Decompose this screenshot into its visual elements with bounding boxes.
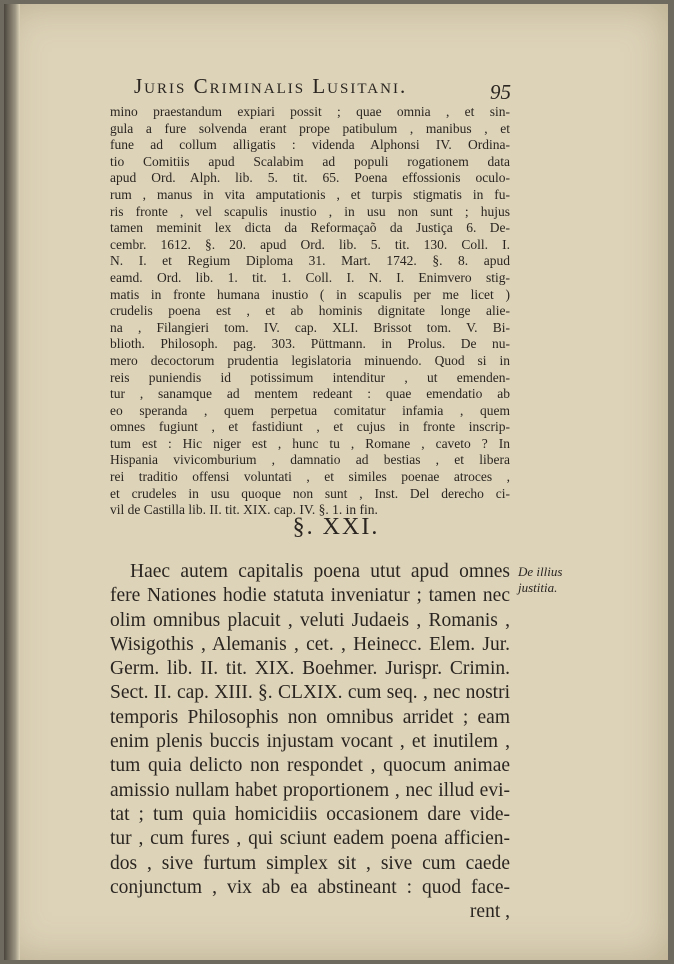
note-line: Hispania vivicomburium , damnatio ad bestias , et libera: [110, 452, 510, 468]
note-line: omnes fugiunt , et fastidiunt , et cujus in fronte inscrip-: [110, 419, 510, 435]
footnote-block: [110, 104, 510, 519]
body-line: conjunctum , vix ab ea abstineant : quod face-: [110, 876, 510, 898]
note-line: blioth. Philosoph. pag. 303. Püttmann. in Prolus. De nu-: [110, 336, 510, 352]
note-line: na , Filangieri tom. IV. cap. XLI. Brissot tom. V. Bi-: [110, 319, 510, 335]
note-line: ris fronte , vel scapulis inustio , in usu non sunt ; hujus: [110, 203, 510, 219]
body-line: dos , sive furtum simplex sit , sive cum caede: [110, 852, 510, 874]
body-line: Sect. II. cap. XIII. §. CLXIX. cum seq. , nec nostri: [110, 682, 510, 704]
note-line: et crudeles in usu quoque non sunt , Inst. Del derecho ci-: [110, 485, 510, 501]
note-line: rei traditio offensi voluntati , et similes poenae atroces ,: [110, 469, 510, 485]
body-text: [110, 560, 510, 924]
body-line: tat ; tum quia homicidiis occasionem dare vide-: [110, 803, 510, 825]
note-line: fune ad collum alligatis : videnda Alphonsi IV. Ordina-: [110, 137, 510, 153]
body-line: enim plenis buccis injustam vocant , et inutilem ,: [110, 731, 510, 753]
body-line: olim omnibus placuit , veluti Judaeis , Romanis ,: [110, 609, 510, 631]
note-line: eamd. Ord. lib. 1. tit. 1. Coll. I. N. I. Enimvero stig-: [110, 269, 510, 285]
note-line: tum est : Hic niger est , hunc tu , Romane , caveto ? In: [110, 435, 510, 451]
body-line: Haec autem capitalis poena utut apud omnes: [130, 561, 510, 582]
note-line: tur , sanamque ad mentem redeant : quae emendatio ab: [110, 386, 510, 402]
note-line: gula a fure solvenda erant prope patibulum , manibus , et: [110, 120, 510, 136]
running-title: Juris Criminalis Lusitani.: [134, 74, 408, 98]
note-line: rum , manus in vita amputationis , et turpis stigmatis in fu-: [110, 186, 510, 202]
note-line: mino praestandum expiari possit ; quae omnia , et sin-: [110, 104, 510, 119]
book-page: [4, 4, 668, 960]
body-line: fere Nationes hodie statuta inveniatur ; tamen nec: [110, 585, 510, 607]
note-line: N. I. et Regium Diploma 31. Mart. 1742. §. 8. apud: [110, 253, 510, 269]
section-heading: §. XXI.: [292, 514, 380, 540]
note-line: apud Ord. Alph. lib. 5. tit. 65. Poena effossionis oculo-: [110, 170, 510, 186]
note-line: tio Comitiis apud Scalabim ad populi rogationem data: [110, 153, 510, 169]
body-line: tur , cum fures , qui sciunt eadem poena afficien-: [110, 828, 510, 850]
body-line: amissio nullam habet proportionem , nec illud evi-: [110, 779, 510, 801]
page-gutter: [4, 4, 20, 960]
catchword: rent ,: [469, 901, 510, 923]
margin-note-line: justitia.: [518, 580, 558, 595]
note-line: vil de Castilla lib. II. tit. XIX. cap. IV. §. 1. in fin.: [110, 502, 378, 518]
body-line: Germ. lib. II. tit. XIX. Boehmer. Jurispr. Crimin.: [110, 658, 510, 680]
note-line: mero decoctorum prudentia legislatoria minuendo. Quod si in: [110, 352, 510, 368]
note-line: eo speranda , quem perpetua comitatur infamia , quem: [110, 402, 510, 418]
note-line: reis puniendis id potissimum intenditur , ut emenden-: [110, 369, 510, 385]
note-line: crudelis poena est , et ab hominis dignitate longe alie-: [110, 303, 510, 319]
note-line: matis in fronte humana inustio ( in scapulis per me licet ): [110, 286, 510, 302]
note-line: tamen meminit lex dicta da Reformaçaõ da Justiça 6. De-: [110, 220, 510, 236]
page-number: 95: [490, 80, 511, 104]
body-line: temporis Philosophis non omnibus arridet ; eam: [110, 706, 510, 728]
note-line: cembr. 1612. §. 20. apud Ord. lib. 5. tit. 130. Coll. I.: [110, 236, 510, 252]
margin-note: [518, 564, 588, 596]
body-line: tum quia delicto non respondet , quocum animae: [110, 755, 510, 777]
body-line: Wisigothis , Alemanis , cet. , Heinecc. Elem. Jur.: [110, 633, 510, 655]
margin-note-line: De illius: [518, 564, 563, 579]
